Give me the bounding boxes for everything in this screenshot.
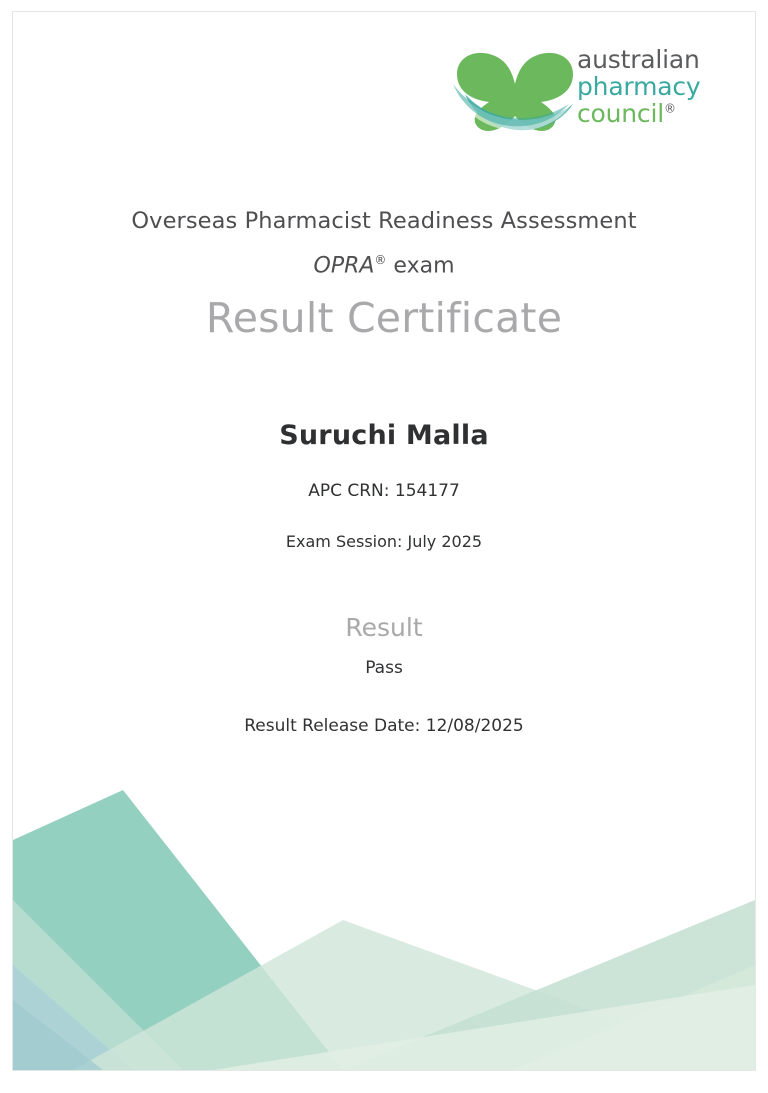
certificate-details [13,420,755,736]
logo-registered-mark: ® [663,101,676,116]
page-title: Result Certificate [205,294,563,343]
result-value: Pass [365,658,403,678]
logo-line-3: council [577,99,664,128]
exam-subtitle-opra: OPRA [313,253,375,279]
exam-subtitle [13,253,755,278]
logo-line-1: australian [577,45,700,74]
candidate-crn: APC CRN: 154177 [308,481,460,501]
candidate-name: Suruchi Malla [279,420,489,451]
logo-wordmark [577,46,701,127]
logo-line-2: pharmacy [577,72,701,101]
opra-registered-mark: ® [374,253,387,267]
logo-area [449,38,719,146]
result-heading: Result [345,613,423,642]
certificate-titles [13,208,755,342]
exam-session: Exam Session: July 2025 [285,532,483,551]
exam-subtitle-suffix: exam [386,253,455,279]
assessment-title: Overseas Pharmacist Readiness Assessment [131,208,637,234]
result-release-date: Result Release Date: 12/08/2025 [244,716,524,736]
australian-pharmacy-council-logo-icon [449,44,579,136]
decorative-footer-graphic [13,750,755,1070]
result-certificate [12,11,756,1071]
